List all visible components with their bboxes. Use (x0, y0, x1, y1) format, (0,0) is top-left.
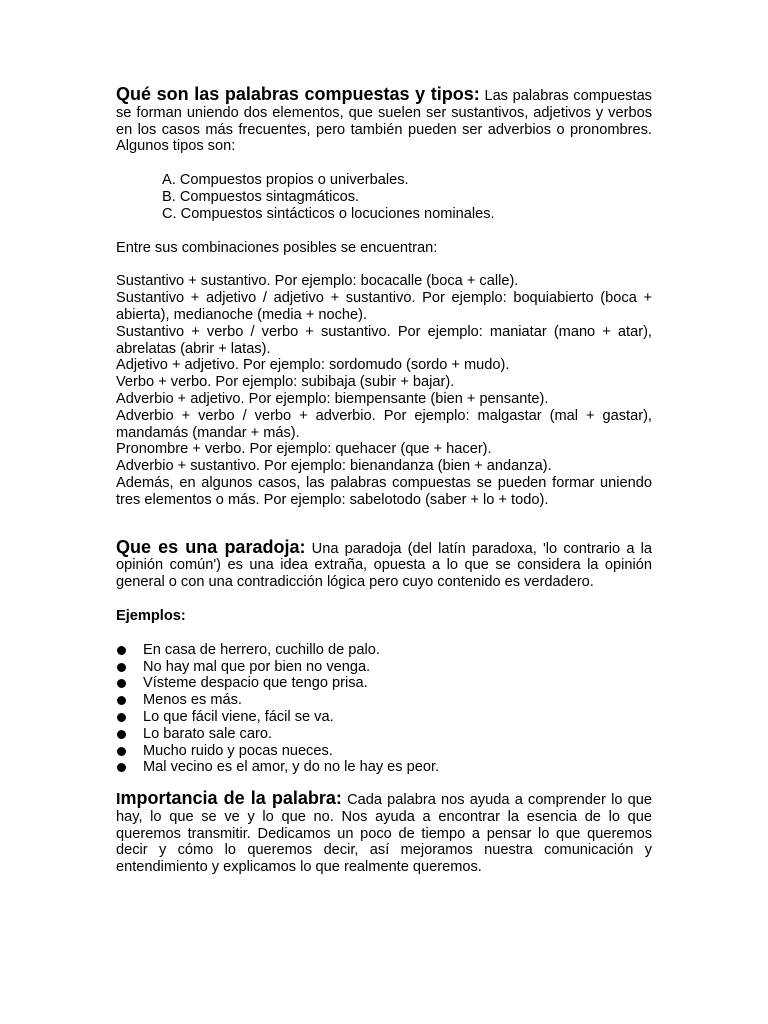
example-text: Mucho ruido y pocas nueces. (143, 742, 333, 759)
type-item: A. Compuestos propios o univerbales. (162, 172, 409, 189)
example-text: No hay mal que por bien no venga. (143, 658, 371, 675)
example-item (116, 642, 652, 659)
examples-label: Ejemplos: (116, 607, 186, 624)
bullet-icon (117, 646, 126, 655)
combination-item: Verbo + verbo. Por ejemplo: subibaja (subir + bajar). (116, 374, 455, 391)
bullet-icon (117, 663, 126, 672)
spacer (116, 223, 652, 240)
example-item (116, 726, 652, 743)
type-item: C. Compuestos sintácticos o locuciones nominales. (162, 205, 495, 222)
paradox-intro: Una paradoja (del latín paradoxa, 'lo contrario a la opinión común') es una idea extraña, opuesta a lo que se considera la opinión general o con una contradicción lógica pero cuyo contenido es verdadero. (116, 540, 652, 591)
example-item (116, 743, 652, 760)
bullet-icon (117, 679, 126, 688)
spacer (116, 509, 652, 539)
combination-item: Sustantivo + sustantivo. Por ejemplo: bocacalle (boca + calle). (116, 273, 519, 290)
importance-paragraph (116, 790, 652, 876)
document-content (116, 86, 652, 876)
compound-words-paragraph (116, 86, 652, 155)
importance-heading-colon: : (335, 788, 342, 809)
paradox-heading: Que es una paradoja: (116, 536, 306, 557)
bullet-icon (117, 713, 126, 722)
example-item (116, 759, 652, 776)
combinations-list (116, 273, 652, 508)
examples-list (116, 642, 652, 776)
compound-words-heading: Qué son las palabras compuestas y tipos: (116, 84, 480, 104)
example-item (116, 709, 652, 726)
example-item (116, 692, 652, 709)
example-text: Mal vecino es el amor, y do no le hay es peor. (143, 759, 440, 776)
combination-item: Pronombre + verbo. Por ejemplo: quehacer (que + hacer). (116, 441, 492, 458)
example-item (116, 675, 652, 692)
combinations-intro: Entre sus combinaciones posibles se encuentran: (116, 239, 438, 256)
spacer (116, 155, 652, 172)
spacer (116, 256, 652, 273)
bullet-icon (117, 696, 126, 705)
example-text: Menos es más. (143, 692, 242, 709)
type-item: B. Compuestos sintagmáticos. (162, 188, 360, 205)
bullet-icon (117, 747, 126, 756)
importance-body: Cada palabra nos ayuda a comprender lo que hay, lo que se ve y lo que no. Nos ayuda a encontrar la esencia de lo que queremos transmitir. Dedicamos un poco de tiempo a pensar lo que queremos decir y cómo lo queremos decir, así mejoramos nuestra comunicación y entendimiento y explicamos lo que realmente queremos. (116, 792, 652, 876)
combination-item: Sustantivo + adjetivo / adjetivo + sustantivo. Por ejemplo: boquiabierto (boca + abierta), medianoche (media + noche). (116, 290, 652, 323)
example-text: Lo que fácil viene, fácil se va. (143, 708, 334, 725)
combination-item: Adverbio + sustantivo. Por ejemplo: bienandanza (bien + andanza). (116, 458, 552, 475)
importance-heading-initial: I (116, 791, 121, 809)
spacer (116, 591, 652, 608)
spacer (116, 625, 652, 642)
paradox-paragraph (116, 536, 652, 591)
importance-heading: mportancia de la palabra (120, 788, 336, 809)
combination-item: Sustantivo + verbo / verbo + sustantivo. Por ejemplo: maniatar (mano + atar), abrelatas (abrir + latas). (116, 323, 652, 357)
example-text: En casa de herrero, cuchillo de palo. (143, 641, 380, 658)
combination-item: Adjetivo + adjetivo. Por ejemplo: sordomudo (sordo + mudo). (116, 357, 510, 374)
bullet-icon (117, 730, 126, 739)
combination-item: Adverbio + verbo / verbo + adverbio. Por ejemplo: malgastar (mal + gastar), mandamás (mandar + más). (116, 407, 652, 441)
example-text: Lo barato sale caro. (143, 725, 272, 742)
example-item (116, 659, 652, 676)
combination-item: Adverbio + adjetivo. Por ejemplo: biempensante (bien + pensante). (116, 390, 549, 407)
types-list (116, 172, 652, 222)
combination-item: Además, en algunos casos, las palabras compuestas se pueden formar uniendo tres elementos o más. Por ejemplo: sabelotodo (saber + lo + todo). (116, 474, 652, 508)
bullet-icon (117, 763, 126, 772)
example-text: Vísteme despacio que tengo prisa. (143, 675, 368, 692)
compound-words-intro: Las palabras compuestas se forman uniendo dos elementos, que suelen ser sustantivos, adjetivos y verbos en los casos más frecuentes, pero también pueden ser adverbios o pronombres. Algunos tipos son: (116, 88, 652, 155)
